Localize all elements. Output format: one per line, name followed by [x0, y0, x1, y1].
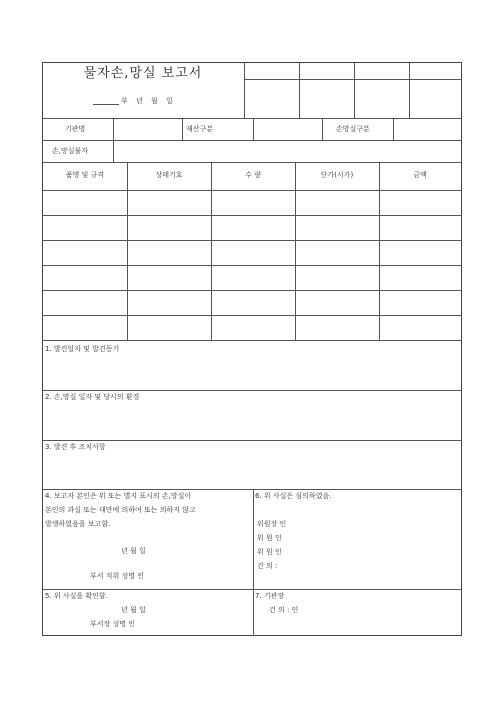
asset-type-label: 재산구분	[186, 125, 214, 133]
loss-type-label: 손망실구분	[336, 125, 370, 133]
agency-field[interactable]	[114, 119, 182, 140]
section-5-heading: 5. 위 사실을 확인함.	[45, 592, 108, 600]
section-2-label: 2. 손,망실 일자 및 당시의 환경	[45, 393, 140, 401]
form-title: 물자손,망실 보고서	[83, 66, 203, 81]
approval-box-2[interactable]	[300, 80, 354, 117]
section-4-line1: 4. 보고자 본인은 위 또는 별지 표시의 손,망실이	[45, 492, 192, 500]
section-4-date: 년 월 일	[121, 547, 146, 555]
col-header-item-spec: 품명 및 규격	[65, 171, 105, 179]
table-row[interactable]	[43, 241, 462, 265]
section-5-signature: 부서장 성명 인	[90, 620, 136, 628]
approval-box-1[interactable]	[245, 80, 299, 117]
loss-type-field[interactable]	[394, 119, 462, 140]
table-row[interactable]	[43, 191, 462, 215]
approval-box-4[interactable]	[410, 80, 462, 117]
loss-report-form	[42, 62, 462, 636]
loss-item-label: 손,망실물자	[52, 147, 89, 155]
section-7-opinion: 건 의 : 인	[269, 606, 299, 614]
section-6-opinion: 건 의 :	[257, 562, 278, 570]
section-5-date: 년 월 일	[121, 606, 146, 614]
table-row[interactable]	[43, 216, 462, 240]
table-row[interactable]	[43, 291, 462, 315]
asset-type-field[interactable]	[254, 119, 322, 140]
section-3-label: 3. 발견 후 조치사항	[45, 443, 106, 451]
date-blank-underline	[93, 104, 119, 105]
approval-box-3[interactable]	[355, 80, 409, 117]
section-6-member-2: 위 원 인	[257, 548, 282, 556]
section-6-heading: 6. 위 사실은 심의하였음.	[255, 492, 332, 500]
section-4-line3: 발생하였음을 보고함.	[45, 520, 111, 528]
section-1-label: 1. 발견일자 및 발견동기	[45, 345, 120, 353]
col-header-status-code: 상태기호	[155, 171, 183, 179]
section-1-field[interactable]	[43, 355, 462, 390]
section-6-member-1: 위 원 인	[257, 534, 282, 542]
section-3-field[interactable]	[43, 453, 462, 489]
col-header-amount: 금액	[413, 171, 427, 179]
date-line: 부 년 월 일	[121, 97, 176, 105]
section-4-line2: 본인의 과실 또는 대만에 의하여 또는 의하지 않고	[45, 506, 196, 514]
section-6-chair: 위원장 인	[257, 520, 287, 528]
col-header-unit-price: 단가(시가)	[320, 171, 354, 179]
section-7-heading: 7. 기관장	[255, 592, 285, 600]
loss-item-field[interactable]	[114, 141, 462, 162]
section-4-signature: 부서 직위 성명 인	[90, 572, 145, 580]
col-header-quantity: 수 량	[245, 171, 261, 179]
table-row[interactable]	[43, 316, 462, 340]
section-2-field[interactable]	[43, 403, 462, 440]
table-row[interactable]	[43, 266, 462, 290]
agency-label: 기관명	[65, 125, 86, 133]
